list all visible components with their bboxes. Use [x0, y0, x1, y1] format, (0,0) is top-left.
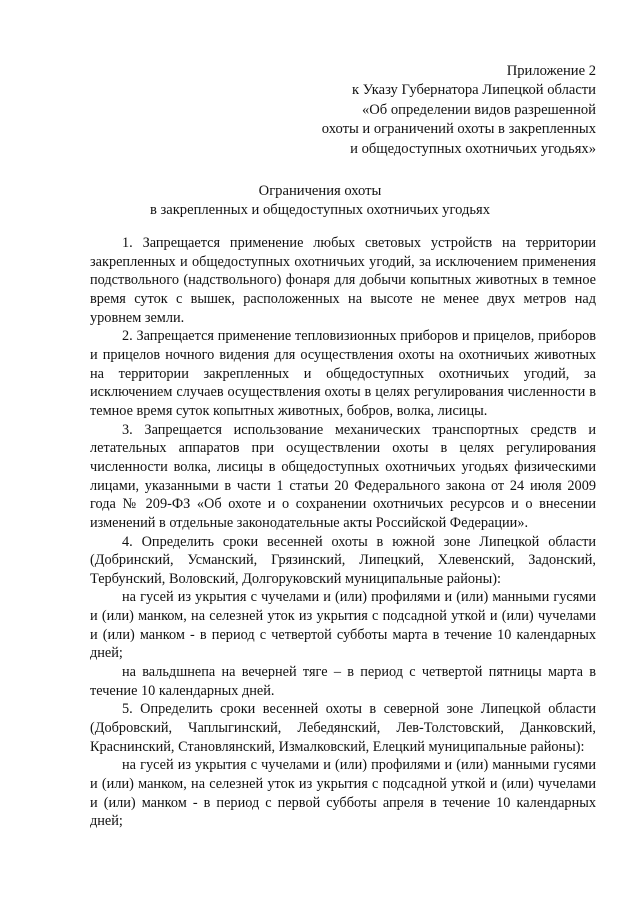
header-line-decree-reference: к Указу Губернатора Липецкой области — [351, 82, 596, 99]
paragraph-5-geese-ducks: на гусей из укрытия с чучелами и (или) профилями и (или) манными гусями и (или) манком, на селезней уток из укрытия с подсадной уткой и (или) чучелами и (или) манком - в период с первой субботы апреля в течение 10 календарных дней; — [90, 757, 596, 830]
header-line-appendix-number: Приложение 2 — [506, 63, 596, 79]
paragraph-4-geese-ducks: на гусей из укрытия с чучелами и (или) профилями и (или) манными гусями и (или) манком, на селезней уток из укрытия с подсадной уткой и (или) чучелами и (или) манком - в период с четвертой субботы марта в течение 10 календарных дней; — [90, 589, 596, 662]
appendix-header — [296, 62, 596, 159]
paragraph-4-south-zone: 4. Определить сроки весенней охоты в южной зоне Липецкой области (Добринский, Усманский, Грязинский, Липецкий, Хлевенский, Задонский, Тербунский, Воловский, Долгоруковский муниципальные районы): — [90, 533, 596, 587]
header-line-decree-title-3: и общедоступных охотничьих угодьях» — [350, 140, 596, 157]
paragraph-3-vehicle-ban: 3. Запрещается использование механических транспортных средств и летательных аппаратов при осуществлении охоты в целях регулирования численности волка, лисицы в общедоступных охотничьих угодьях физическими лицами, указанными в части 1 статьи 20 Федерального закона от 24 июля 2009 года № 209-ФЗ «Об охоте и о сохранении охотничьих ресурсов и о внесении изменений в отдельные законодательные акты Российской Федерации». — [90, 421, 596, 531]
header-line-decree-title-1: «Об определении видов разрешенной — [361, 101, 596, 118]
title-line-2: в закрепленных и общедоступных охотничьих угодьях — [149, 202, 491, 218]
paragraph-2-thermal-ban: 2. Запрещается применение тепловизионных приборов и прицелов, приборов и прицелов ночного видения для осуществления охоты на охотничьих животных на территории закрепленных и общедоступных охотничьих угодий, за исключением случаев осуществления охоты в целях регулирования численности в темное время суток копытных животных, бобров, волка, лисицы. — [90, 328, 596, 419]
document-body — [90, 234, 596, 831]
paragraph-5-north-zone: 5. Определить сроки весенней охоты в северной зоне Липецкой области (Добровский, Чаплыгинский, Лебедянский, Лев-Толстовский, Данковский, Краснинский, Становлянский, Измалковский, Елецкий муниципальные районы): — [90, 701, 596, 755]
paragraph-1-lighting-ban: 1. Запрещается применение любых световых устройств на территории закрепленных и общедоступных охотничьих угодий, за исключением применения подствольного (надствольного) фонаря для добычи копытных животных в темное время суток с вышек, расположенных на высоте не менее двух метров над уровнем земли. — [90, 235, 596, 326]
paragraph-4-woodcock: на вальдшнепа на вечерней тяге – в период с четвертой пятницы марта в течение 10 календарных дней. — [90, 664, 596, 699]
title-line-1: Ограничения охоты — [258, 183, 382, 199]
document-title — [0, 182, 640, 220]
header-line-decree-title-2: охоты и ограничений охоты в закрепленных — [321, 121, 596, 138]
